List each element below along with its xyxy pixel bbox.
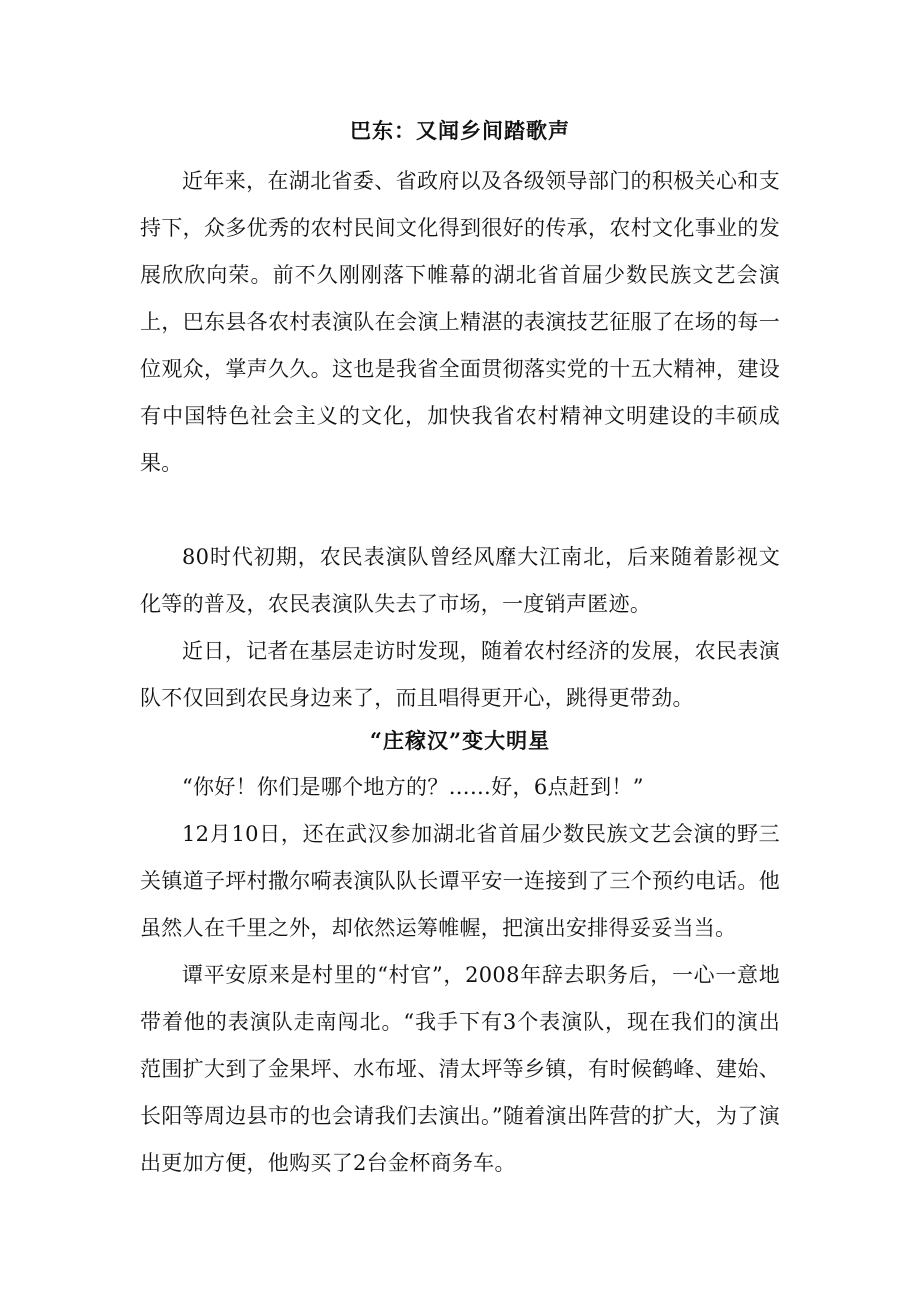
article-title: 巴东：又闻乡间踏歌声 [350, 118, 570, 143]
paragraph-dec-10: 12月10日，还在武汉参加湖北省首届少数民族文艺会演的野三关镇道子坪村撒尔嗬表演队队长谭平安一连接到了三个预约电话。他虽然人在千里之外，却依然运筹帷幄，把演出安排得妥妥当当。 [140, 822, 780, 940]
paragraph-recent: 近日，记者在基层走访时发现，随着农村经济的发展，农民表演队不仅回到农民身边来了，而且唱得更开心，跳得更带劲。 [140, 639, 780, 710]
paragraph-quote: “你好！你们是哪个地方的？……好，6点赶到！” [182, 775, 644, 799]
document-body [140, 116, 780, 1187]
paragraph-tan-pingan: 谭平安原来是村里的“村官”，2008年辞去职务后，一心一意地带着他的表演队走南闯北。“我手下有3个表演队，现在我们的演出范围扩大到了金果坪、水布垭、清太坪等乡镇，有时候鹤峰、建始、长阳等周边县市的也会请我们去演出。”随着演出阵营的扩大，为了演出更加方便，他购买了2台金杯商务车。 [140, 963, 780, 1175]
section-subtitle: “庄稼汉”变大明星 [369, 728, 551, 753]
paragraph-1980s: 80时代初期，农民表演队曾经风靡大江南北，后来随着影视文化等的普及，农民表演队失去了市场，一度销声匿迹。 [140, 545, 780, 616]
paragraph-spacer [140, 487, 780, 534]
intro-paragraph: 近年来，在湖北省委、省政府以及各级领导部门的积极关心和支持下，众多优秀的农村民间文化得到很好的传承，农村文化事业的发展欣欣向荣。前不久刚刚落下帷幕的湖北省首届少数民族文艺会演上，巴东县各农村表演队在会演上精湛的表演技艺征服了在场的每一位观众，掌声久久。这也是我省全面贯彻落实党的十五大精神，建设有中国特色社会主义的文化，加快我省农村精神文明建设的丰硕成果。 [140, 169, 780, 475]
